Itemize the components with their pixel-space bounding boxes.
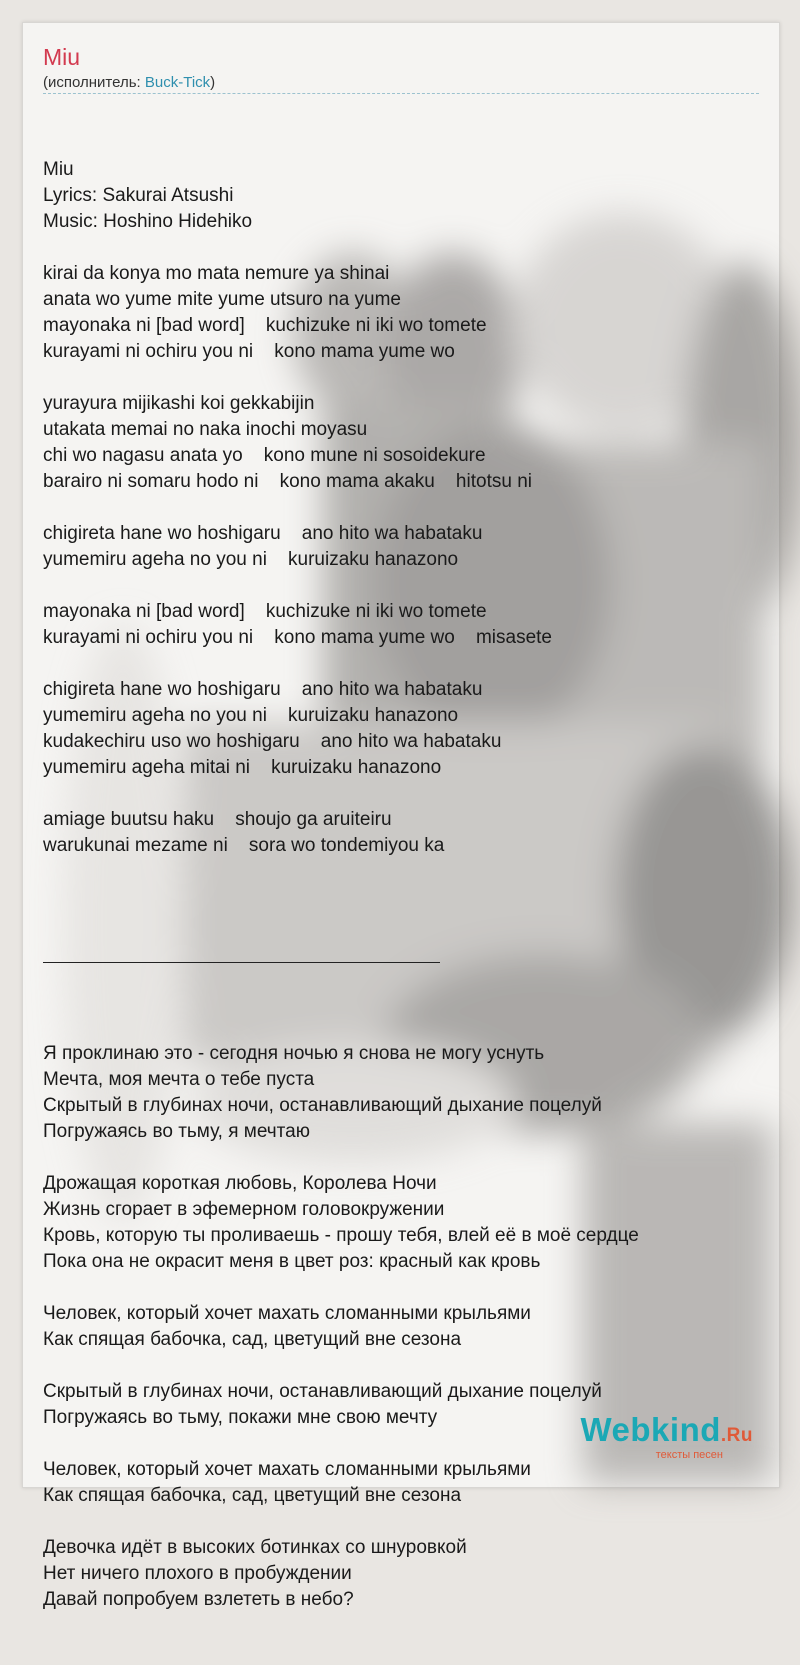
lyric-line: mayonaka ni [bad word] kuchizuke ni iki wo tomete [43, 315, 487, 336]
lyrics-original [43, 157, 759, 885]
lyric-line: Жизнь сгорает в эфемерном головокружении [43, 1199, 445, 1220]
lyric-line: anata wo yume mite yume utsuro na yume [43, 289, 402, 310]
lyric-line: mayonaka ni [bad word] kuchizuke ni iki wo tomete [43, 601, 487, 622]
title-divider [43, 93, 759, 94]
lyric-line: yumemiru ageha mitai ni kuruizaku hanazono [43, 757, 442, 778]
lyric-line: Скрытый в глубинах ночи, останавливающий дыхание поцелуй [43, 1381, 602, 1402]
lyric-line [43, 651, 759, 677]
lyric-line: Нет ничего плохого в пробуждении [43, 1563, 352, 1584]
lyric-line: Погружаясь во тьму, покажи мне свою мечту [43, 1407, 438, 1428]
lyric-line [43, 1145, 759, 1171]
section-separator [43, 937, 440, 963]
lyric-line: Как спящая бабочка, сад, цветущий вне сезона [43, 1485, 462, 1506]
lyric-line: chi wo nagasu anata yo kono mune ni sosoidekure [43, 445, 486, 466]
lyric-line: amiage buutsu haku shoujo ga aruiteiru [43, 809, 392, 830]
lyric-line: Давай попробуем взлететь в небо? [43, 1589, 354, 1610]
lyric-line [43, 495, 759, 521]
lyric-line [43, 573, 759, 599]
lyric-line: Как спящая бабочка, сад, цветущий вне сезона [43, 1329, 462, 1350]
lyric-line: Lyrics: Sakurai Atsushi [43, 185, 234, 206]
lyrics-card [22, 22, 780, 1610]
lyric-line: Miu [43, 159, 74, 180]
lyric-line: barairo ni somaru hodo ni kono mama akaku hitotsu ni [43, 471, 532, 492]
lyric-line [43, 1353, 759, 1379]
lyric-line: chigireta hane wo hoshigaru ano hito wa habataku [43, 679, 483, 700]
lyric-line: Кровь, которую ты проливаешь - прошу тебя, влей её в моё сердце [43, 1225, 639, 1246]
lyric-line: Дрожащая короткая любовь, Королева Ночи [43, 1173, 437, 1194]
artist-suffix: ) [210, 74, 216, 91]
lyric-line: kudakechiru uso wo hoshigaru ano hito wa habataku [43, 731, 502, 752]
song-title: Miu [43, 44, 81, 70]
lyrics-translation [43, 1015, 759, 1613]
lyric-line: Погружаясь во тьму, я мечтаю [43, 1121, 310, 1142]
lyric-line: Скрытый в глубинах ночи, останавливающий дыхание поцелуй [43, 1095, 602, 1116]
lyric-line: Я проклинаю это - сегодня ночью я снова не могу уснуть [43, 1043, 545, 1064]
lyric-line: utakata memai no naka inochi moyasu [43, 419, 368, 440]
lyric-line: Человек, который хочет махать сломанными крыльями [43, 1459, 531, 1480]
lyric-line: kurayami ni ochiru you ni kono mama yume wo [43, 341, 455, 362]
lyric-line: Человек, который хочет махать сломанными крыльями [43, 1303, 531, 1324]
lyric-line: yumemiru ageha no you ni kuruizaku hanazono [43, 549, 459, 570]
logo-tagline: тексты песен [655, 1449, 723, 1461]
lyric-line [43, 235, 759, 261]
lyric-line: Мечта, моя мечта о тебе пуста [43, 1069, 315, 1090]
artist-link[interactable]: Buck-Tick [144, 74, 211, 91]
lyric-line: chigireta hane wo hoshigaru ano hito wa habataku [43, 523, 483, 544]
lyric-line [43, 1015, 759, 1041]
lyric-line [43, 365, 759, 391]
lyric-line: kirai da konya mo mata nemure ya shinai [43, 263, 390, 284]
logo-tld: .Ru [720, 1425, 753, 1446]
lyric-line: yumemiru ageha no you ni kuruizaku hanazono [43, 705, 459, 726]
lyric-line: Music: Hoshino Hidehiko [43, 211, 253, 232]
lyric-line [43, 1509, 759, 1535]
artist-line [43, 74, 215, 92]
lyric-line: yurayura mijikashi koi gekkabijin [43, 393, 315, 414]
webkind-logo[interactable] [580, 1413, 753, 1461]
artist-prefix: (исполнитель: [43, 74, 145, 91]
logo-brand: Webkind [580, 1411, 721, 1448]
lyric-line [43, 859, 759, 885]
lyric-line [43, 1275, 759, 1301]
lyric-line: warukunai mezame ni sora wo tondemiyou ka [43, 835, 445, 856]
lyric-line: Пока она не окрасит меня в цвет роз: красный как кровь [43, 1251, 541, 1272]
lyric-line: Девочка идёт в высоких ботинках со шнуровкой [43, 1537, 467, 1558]
lyric-line: kurayami ni ochiru you ni kono mama yume wo misasete [43, 627, 552, 648]
lyric-line [43, 781, 759, 807]
